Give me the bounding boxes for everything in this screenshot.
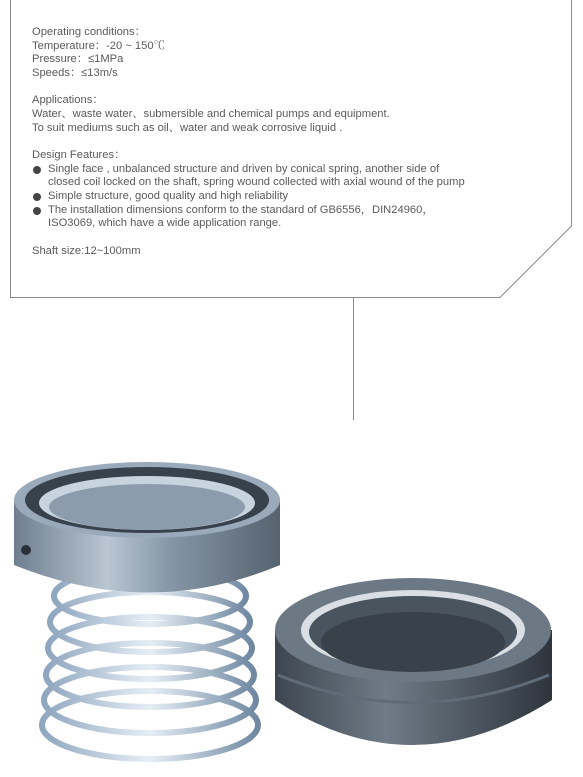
operating-conditions-section: [32, 26, 552, 80]
bullet-dot-icon: [33, 207, 41, 215]
mechanical-seal-photo: [0, 430, 583, 772]
operating-conditions-heading: Operating conditions：: [32, 26, 146, 38]
applications-section: [32, 94, 552, 135]
shaft-size: Shaft size:12~100mm: [32, 244, 141, 257]
feature-line: Single face , unbalanced structure and driven by conical spring, another side of: [48, 162, 440, 175]
speeds-line: Speeds：≤13m/s: [32, 66, 118, 79]
bullet-dot-icon: [33, 193, 41, 201]
temperature-line: Temperature：-20 ~ 150℃: [32, 39, 165, 52]
feature-line: ISO3069, which have a wide application range.: [48, 217, 282, 230]
applications-line: To suit mediums such as oil、water and weak corrosive liquid .: [32, 121, 343, 134]
spring-coil: [42, 568, 258, 759]
stationary-seat: [275, 578, 552, 745]
spec-panel: [10, 0, 572, 298]
applications-heading: Applications：: [32, 94, 104, 107]
bullet-dot-icon: [33, 166, 41, 174]
feature-line: The installation dimensions conform to the standard of GB6556，DIN24960，: [48, 203, 434, 216]
rotating-ring: [14, 462, 280, 593]
design-features-section: [32, 149, 552, 231]
seal-illustration: [0, 430, 583, 772]
spec-text: [32, 26, 552, 258]
applications-line: Water、waste water、submersible and chemical pumps and equipment.: [32, 107, 390, 120]
feature-line: closed coil locked on the shaft, spring wound collected with axial wound of the pump: [48, 176, 465, 189]
pressure-line: Pressure：≤1MPa: [32, 53, 124, 66]
feature-line: Simple structure, good quality and high reliability: [48, 189, 289, 202]
design-features-heading: Design Features：: [32, 149, 126, 162]
feature-bullet: [32, 163, 552, 190]
feature-bullet: [32, 190, 552, 204]
feature-bullet: [32, 204, 552, 231]
